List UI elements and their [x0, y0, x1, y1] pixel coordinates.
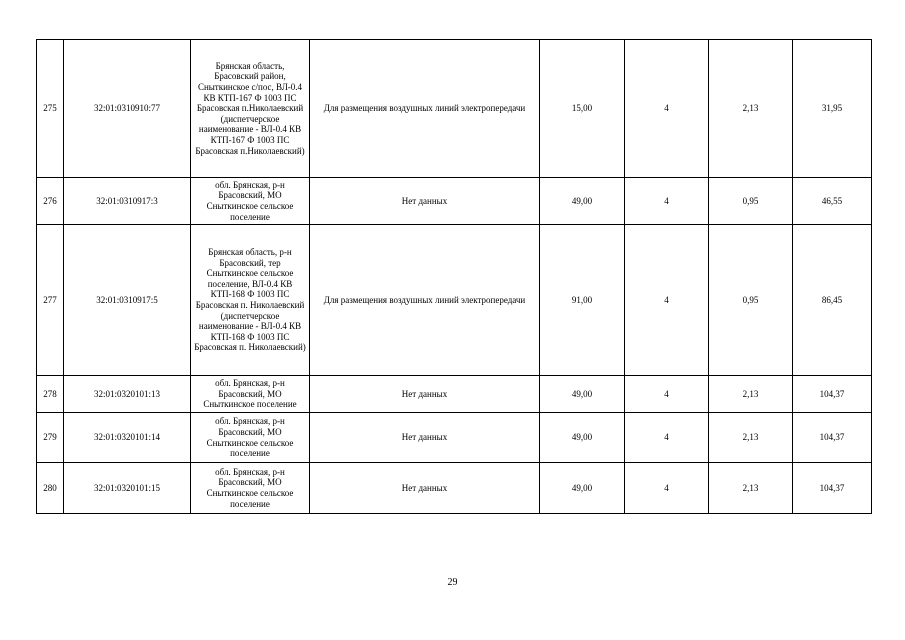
plot-category: 4: [625, 413, 709, 463]
plot-category: 4: [625, 376, 709, 413]
row-number: 276: [37, 178, 64, 225]
plot-purpose: Нет данных: [310, 463, 540, 514]
plot-purpose: Нет данных: [310, 376, 540, 413]
table-row: [37, 40, 872, 178]
plot-rate: 0,95: [709, 178, 793, 225]
table-row: [37, 463, 872, 514]
plot-rate: 2,13: [709, 40, 793, 178]
page-number: 29: [447, 577, 458, 588]
plot-category: 4: [625, 40, 709, 178]
plot-address: Брянская область, Брасовский район, Сныткинское с/пос, ВЛ-0.4 КВ КТП-167 Ф 1003 ПС Брасовская п.Николаевский (диспетчерское наименование - ВЛ-0.4 КВ КТП-167 Ф 1003 ПС Брасовская п.Николаевский): [191, 40, 310, 178]
land-plots-table: [36, 39, 872, 514]
row-number: 275: [37, 40, 64, 178]
plot-area: 49,00: [540, 463, 625, 514]
table-row: [37, 413, 872, 463]
plot-purpose: Нет данных: [310, 413, 540, 463]
row-number: 280: [37, 463, 64, 514]
cadastral-number: 32:01:0320101:15: [64, 463, 191, 514]
plot-sum: 104,37: [793, 413, 872, 463]
plot-category: 4: [625, 463, 709, 514]
plot-category: 4: [625, 225, 709, 376]
plot-area: 91,00: [540, 225, 625, 376]
plot-category: 4: [625, 178, 709, 225]
plot-rate: 2,13: [709, 376, 793, 413]
table-row: [37, 178, 872, 225]
plot-rate: 2,13: [709, 413, 793, 463]
plot-sum: 104,37: [793, 376, 872, 413]
plot-area: 15,00: [540, 40, 625, 178]
plot-area: 49,00: [540, 178, 625, 225]
plot-area: 49,00: [540, 376, 625, 413]
plot-address: обл. Брянская, р-н Брасовский, МО Сныткинское сельское поселение: [191, 178, 310, 225]
plot-purpose: Для размещения воздушных линий электропередачи: [310, 225, 540, 376]
plot-address: обл. Брянская, р-н Брасовский, МО Сныткинское сельское поселение: [191, 463, 310, 514]
plot-address: обл. Брянская, р-н Брасовский, МО Сныткинское сельское поселение: [191, 413, 310, 463]
plot-purpose: Для размещения воздушных линий электропередачи: [310, 40, 540, 178]
plot-area: 49,00: [540, 413, 625, 463]
table-row: [37, 376, 872, 413]
cadastral-number: 32:01:0320101:13: [64, 376, 191, 413]
plot-sum: 46,55: [793, 178, 872, 225]
plot-sum: 86,45: [793, 225, 872, 376]
table-row: [37, 225, 872, 376]
row-number: 279: [37, 413, 64, 463]
plot-address: обл. Брянская, р-н Брасовский, МО Сныткинское поселение: [191, 376, 310, 413]
row-number: 278: [37, 376, 64, 413]
plot-purpose: Нет данных: [310, 178, 540, 225]
plot-sum: 31,95: [793, 40, 872, 178]
plot-rate: 0,95: [709, 225, 793, 376]
row-number: 277: [37, 225, 64, 376]
cadastral-number: 32:01:0310917:3: [64, 178, 191, 225]
cadastral-number: 32:01:0310917:5: [64, 225, 191, 376]
plot-sum: 104,37: [793, 463, 872, 514]
cadastral-number: 32:01:0320101:14: [64, 413, 191, 463]
plot-address: Брянская область, р-н Брасовский, тер Сныткинское сельское поселение, ВЛ-0.4 КВ КТП-168 Ф 1003 ПС Брасовская п. Николаевский (диспетчерское наименование - ВЛ-0.4 КВ КТП-168 Ф 1003 ПС Брасовская п. Николаевский): [191, 225, 310, 376]
cadastral-number: 32:01:0310910:77: [64, 40, 191, 178]
plot-rate: 2,13: [709, 463, 793, 514]
